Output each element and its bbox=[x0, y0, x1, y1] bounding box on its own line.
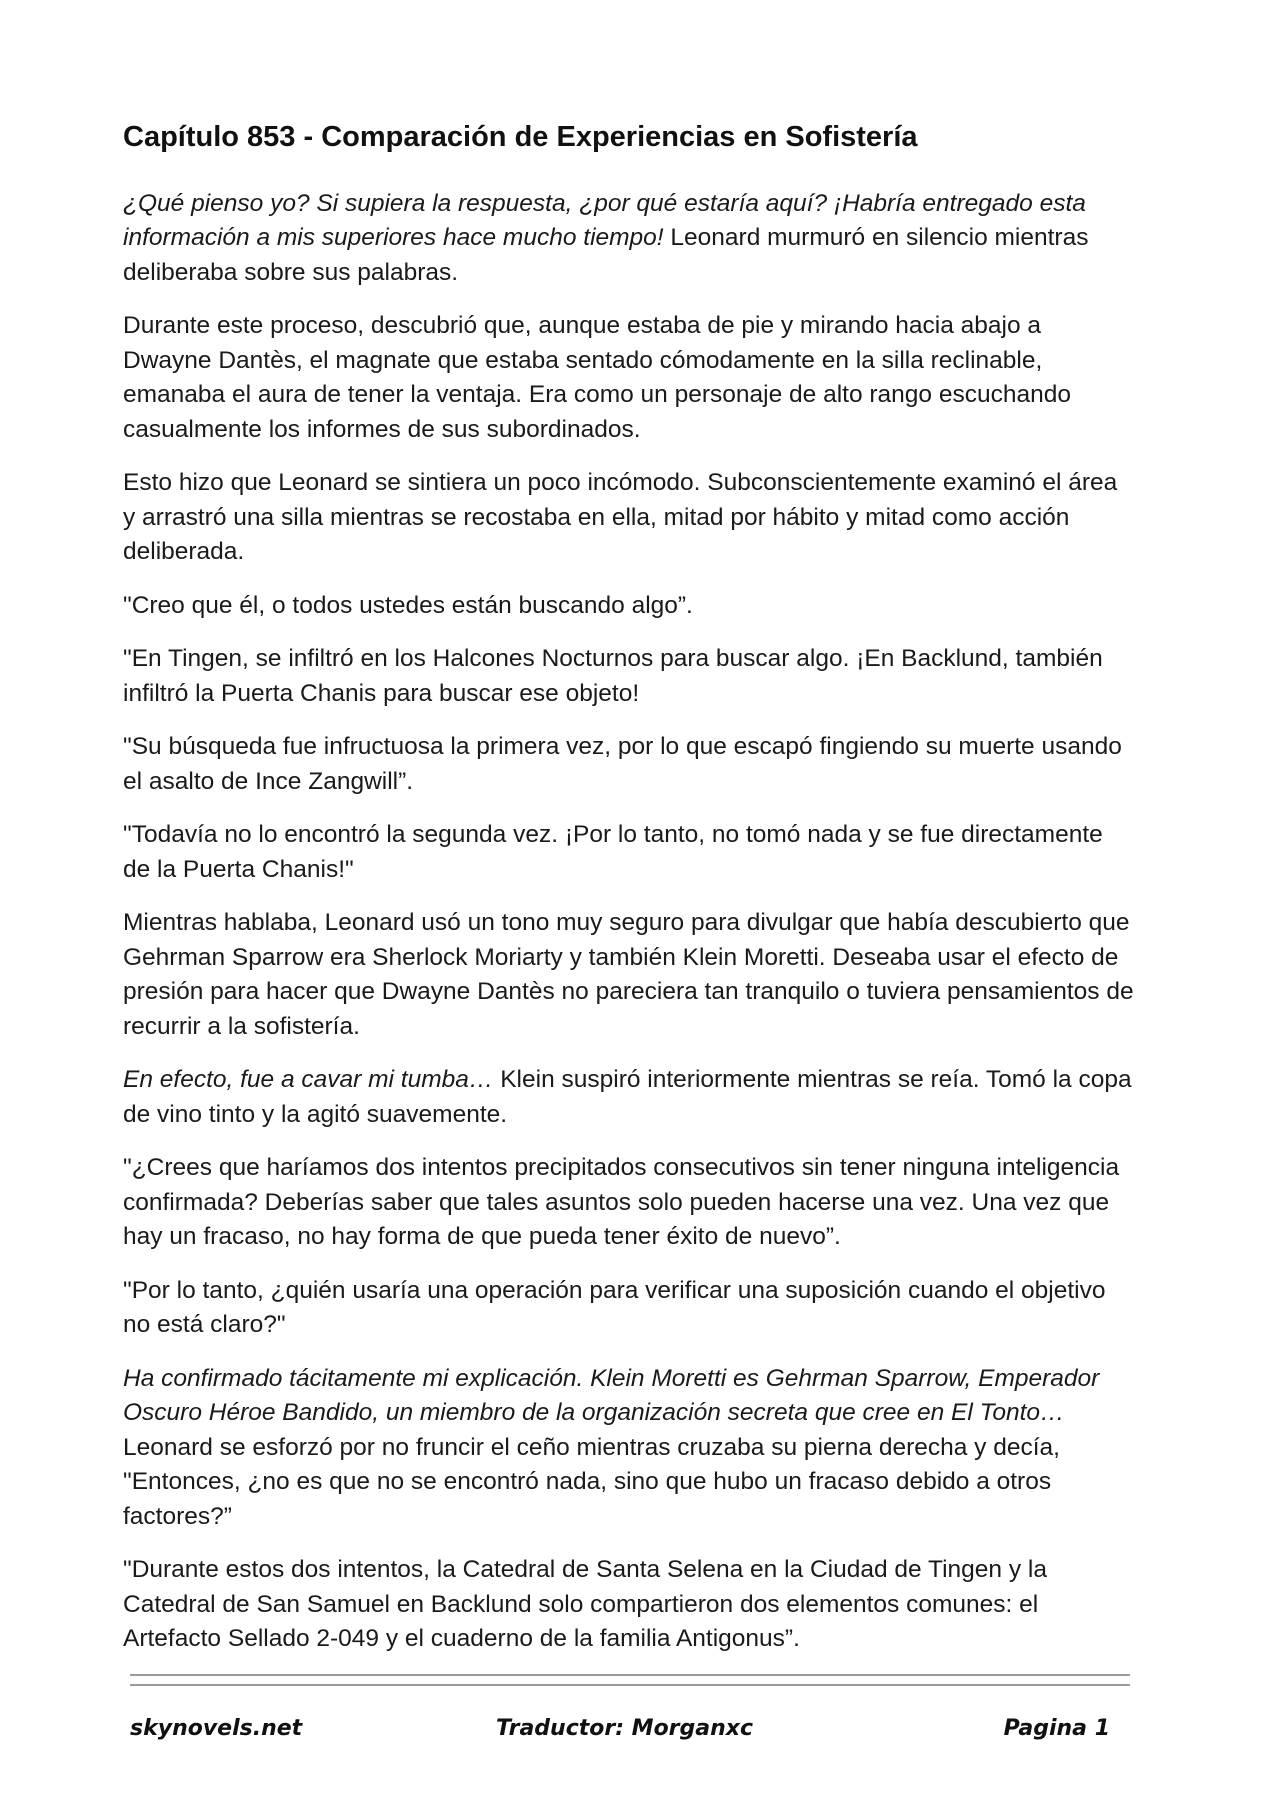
paragraph-5 bbox=[123, 642, 1135, 711]
paragraph-2-text: Durante este proceso, descubrió que, aunque estaba de pie y mirando hacia abajo a Dwayne Dantès, el magnate que estaba sentado cómodamente en la silla reclinable, emanaba el aura de tener la ventaja. Era como un personaje de alto rango escuchando casualmente los informes de sus subordinados. bbox=[123, 312, 1071, 443]
footer-divider-bottom bbox=[130, 1684, 1130, 1686]
paragraph-4 bbox=[123, 589, 1135, 624]
paragraph-7-text: "Todavía no lo encontró la segunda vez. ¡Por lo tanto, no tomó nada y se fue directamente de la Puerta Chanis!" bbox=[123, 821, 1103, 883]
paragraph-8 bbox=[123, 906, 1135, 1044]
paragraph-11 bbox=[123, 1274, 1135, 1343]
paragraph-2 bbox=[123, 309, 1135, 447]
paragraph-10-text: "¿Crees que haríamos dos intentos precipitados consecutivos sin tener ninguna inteligencia confirmada? Deberías saber que tales asuntos solo pueden hacerse una vez. Una vez que hay un fracaso, no hay forma de que pueda tener éxito de nuevo”. bbox=[123, 1154, 1120, 1251]
paragraph-1-italic: ¿Qué pienso yo? Si supiera la respuesta, ¿por qué estaría aquí? ¡Habría entregado esta información a mis superiores hace mucho tiempo! bbox=[123, 189, 1086, 252]
paragraph-9 bbox=[123, 1063, 1135, 1132]
paragraph-1-text: Leonard murmuró en silencio mientras deliberaba sobre sus palabras. bbox=[123, 224, 1089, 286]
paragraph-11-text: "Por lo tanto, ¿quién usaría una operación para verificar una suposición cuando el objetivo no está claro?" bbox=[123, 1276, 1106, 1339]
footer-divider-top bbox=[130, 1674, 1130, 1676]
paragraph-10 bbox=[123, 1151, 1135, 1255]
paragraph-12-italic: Ha confirmado tácitamente mi explicación. Klein Moretti es Gehrman Sparrow, Emperador Oscuro Héroe Bandido, un miembro de la organización secreta que cree en El Tonto… bbox=[123, 1364, 1100, 1427]
paragraph-8-text: Mientras hablaba, Leonard usó un tono muy seguro para divulgar que había descubierto que Gehrman Sparrow era Sherlock Moriarty y también Klein Moretti. Deseaba usar el efecto de presión para hacer que Dwayne Dantès no pareciera tan tranquilo o tuviera pensamientos de recurrir a la sofistería. bbox=[123, 909, 1134, 1040]
paragraph-3 bbox=[123, 466, 1135, 570]
chapter-title: Capítulo 853 - Comparación de Experiencias en Sofistería bbox=[123, 121, 918, 153]
paragraph-12-text: Leonard se esforzó por no fruncir el ceño mientras cruzaba su pierna derecha y decía, "Entonces, ¿no es que no se encontró nada, sino que hubo un fracaso debido a otros factores?” bbox=[123, 1433, 1060, 1530]
paragraph-3-text: Esto hizo que Leonard se sintiera un poco incómodo. Subconscientemente examinó el área y arrastró una silla mientras se recostaba en ella, mitad por hábito y mitad como acción deliberada. bbox=[123, 469, 1118, 566]
chapter-content bbox=[123, 120, 1135, 1676]
paragraph-4-text: "Creo que él, o todos ustedes están buscando algo”. bbox=[123, 591, 693, 619]
paragraph-13 bbox=[123, 1553, 1135, 1657]
paragraph-6-text: "Su búsqueda fue infructuosa la primera vez, por lo que escapó fingiendo su muerte usando el asalto de Ince Zangwill”. bbox=[123, 733, 1122, 795]
footer-site: skynovels.net bbox=[130, 1716, 303, 1741]
paragraph-7 bbox=[123, 818, 1135, 887]
paragraph-6 bbox=[123, 730, 1135, 799]
paragraph-5-text: "En Tingen, se infiltró en los Halcones Nocturnos para buscar algo. ¡En Backlund, también infiltró la Puerta Chanis para buscar ese objeto! bbox=[123, 645, 1103, 707]
footer-page-number: Pagina 1 bbox=[1003, 1716, 1110, 1741]
paragraph-9-italic: En efecto, fue a cavar mi tumba… bbox=[123, 1066, 494, 1094]
paragraph-13-text: "Durante estos dos intentos, la Catedral de Santa Selena en la Ciudad de Tingen y la Catedral de San Samuel en Backlund solo compartieron dos elementos comunes: el Artefacto Sellado 2-049 y el cuaderno de la familia Antigonus”. bbox=[123, 1556, 1047, 1653]
page-footer bbox=[0, 1716, 1280, 1756]
paragraph-12 bbox=[123, 1362, 1135, 1535]
footer-translator: Traductor: Morganxc bbox=[496, 1716, 754, 1741]
paragraph-1 bbox=[123, 187, 1135, 291]
paragraph-9-text: Klein suspiró interiormente mientras se reía. Tomó la copa de vino tinto y la agitó suavemente. bbox=[123, 1066, 1132, 1128]
